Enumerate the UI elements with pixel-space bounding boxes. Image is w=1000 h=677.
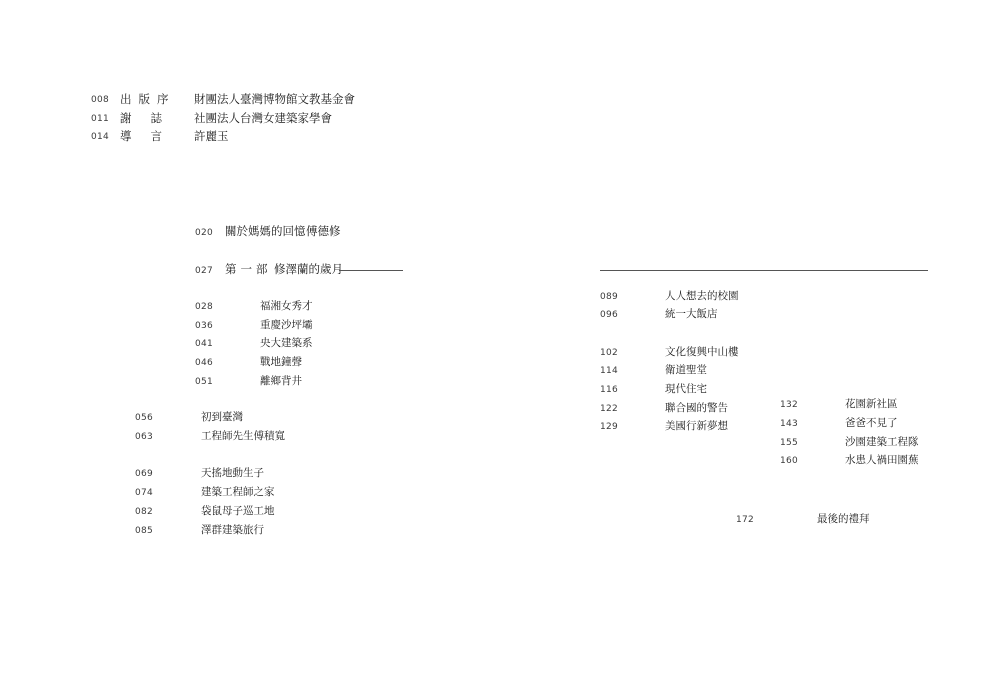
toc-page-number: 056 (135, 413, 154, 423)
toc-page-number: 046 (195, 358, 214, 368)
toc-entry-author: 社團法人台灣女建築家學會 (194, 111, 332, 125)
toc-page-number: 008 (91, 95, 110, 105)
toc-page-number: 116 (600, 385, 619, 395)
toc-page-number: 132 (780, 400, 799, 410)
toc-entry-title: 文化復興中山樓 (665, 346, 739, 358)
toc-page-number: 028 (195, 302, 214, 312)
toc-entry-title: 建築工程師之家 (201, 486, 275, 498)
toc-page-number: 051 (195, 377, 214, 387)
toc-entry-title: 現代住宅 (665, 383, 707, 395)
toc-entry-author: 傅德修 (306, 224, 341, 238)
toc-page-number: 020 (195, 228, 214, 238)
toc-page-number: 011 (91, 114, 110, 124)
toc-entry-author: 許麗玉 (194, 129, 229, 143)
toc-entry-title: 美國行新夢想 (665, 420, 728, 432)
toc-page-number: 129 (600, 422, 619, 432)
toc-page-number: 102 (600, 348, 619, 358)
toc-page-number: 114 (600, 366, 619, 376)
part-title: 修澤蘭的歲月 (274, 262, 343, 276)
toc-entry-title: 重慶沙坪壩 (260, 319, 313, 331)
toc-entry-title: 袋鼠母子巡工地 (201, 505, 275, 517)
toc-entry-title: 工程師先生傅積寬 (201, 430, 285, 442)
toc-page-number: 143 (780, 419, 799, 429)
toc-entry-title: 導言 (120, 129, 181, 143)
toc-entry-title: 人人想去的校園 (665, 290, 739, 302)
part-rule-right (600, 270, 928, 271)
toc-entry-title: 離鄉背井 (260, 375, 302, 387)
toc-entry-title: 關於媽媽的回憶 (225, 224, 306, 238)
toc-entry-title: 福湘女秀才 (260, 300, 313, 312)
toc-entry-title: 出版序 (120, 92, 176, 106)
toc-page-number: 160 (780, 456, 799, 466)
toc-page-number: 014 (91, 132, 110, 142)
toc-entry-title: 天搖地動生子 (201, 467, 264, 479)
toc-entry-title: 央大建築系 (260, 337, 313, 349)
toc-entry-title: 爸爸不見了 (845, 417, 898, 429)
toc-entry-title: 初到臺灣 (201, 411, 243, 423)
toc-entry-title: 衛道聖堂 (665, 364, 707, 376)
toc-page-number: 036 (195, 321, 214, 331)
toc-page-number: 041 (195, 339, 214, 349)
part-label: 第一部 (225, 262, 272, 276)
toc-page-number: 074 (135, 488, 154, 498)
toc-page-number: 085 (135, 526, 154, 536)
toc-entry-title: 花園新社區 (845, 398, 898, 410)
toc-entry-title: 謝誌 (120, 111, 181, 125)
toc-page-number: 155 (780, 438, 799, 448)
toc-entry-title: 澤群建築旅行 (201, 524, 264, 536)
toc-page-number: 089 (600, 292, 619, 302)
toc-page-number: 096 (600, 310, 619, 320)
toc-entry-title: 聯合國的警告 (665, 402, 728, 414)
part-rule-left (339, 270, 403, 271)
toc-entry-author: 財團法人臺灣博物館文教基金會 (194, 92, 355, 106)
toc-page-number: 122 (600, 404, 619, 414)
toc-entry-title: 戰地鐘聲 (260, 356, 302, 368)
toc-page-number: 027 (195, 266, 214, 276)
toc-entry-title: 最後的禮拜 (817, 513, 870, 525)
toc-page-number: 082 (135, 507, 154, 517)
toc-entry-title: 水患人禍田園蕪 (845, 454, 919, 466)
toc-page-number: 069 (135, 469, 154, 479)
toc-entry-title: 沙園建築工程隊 (845, 436, 919, 448)
toc-page-number: 063 (135, 432, 154, 442)
toc-entry-title: 統一大飯店 (665, 308, 718, 320)
toc-page-number: 172 (736, 515, 755, 525)
